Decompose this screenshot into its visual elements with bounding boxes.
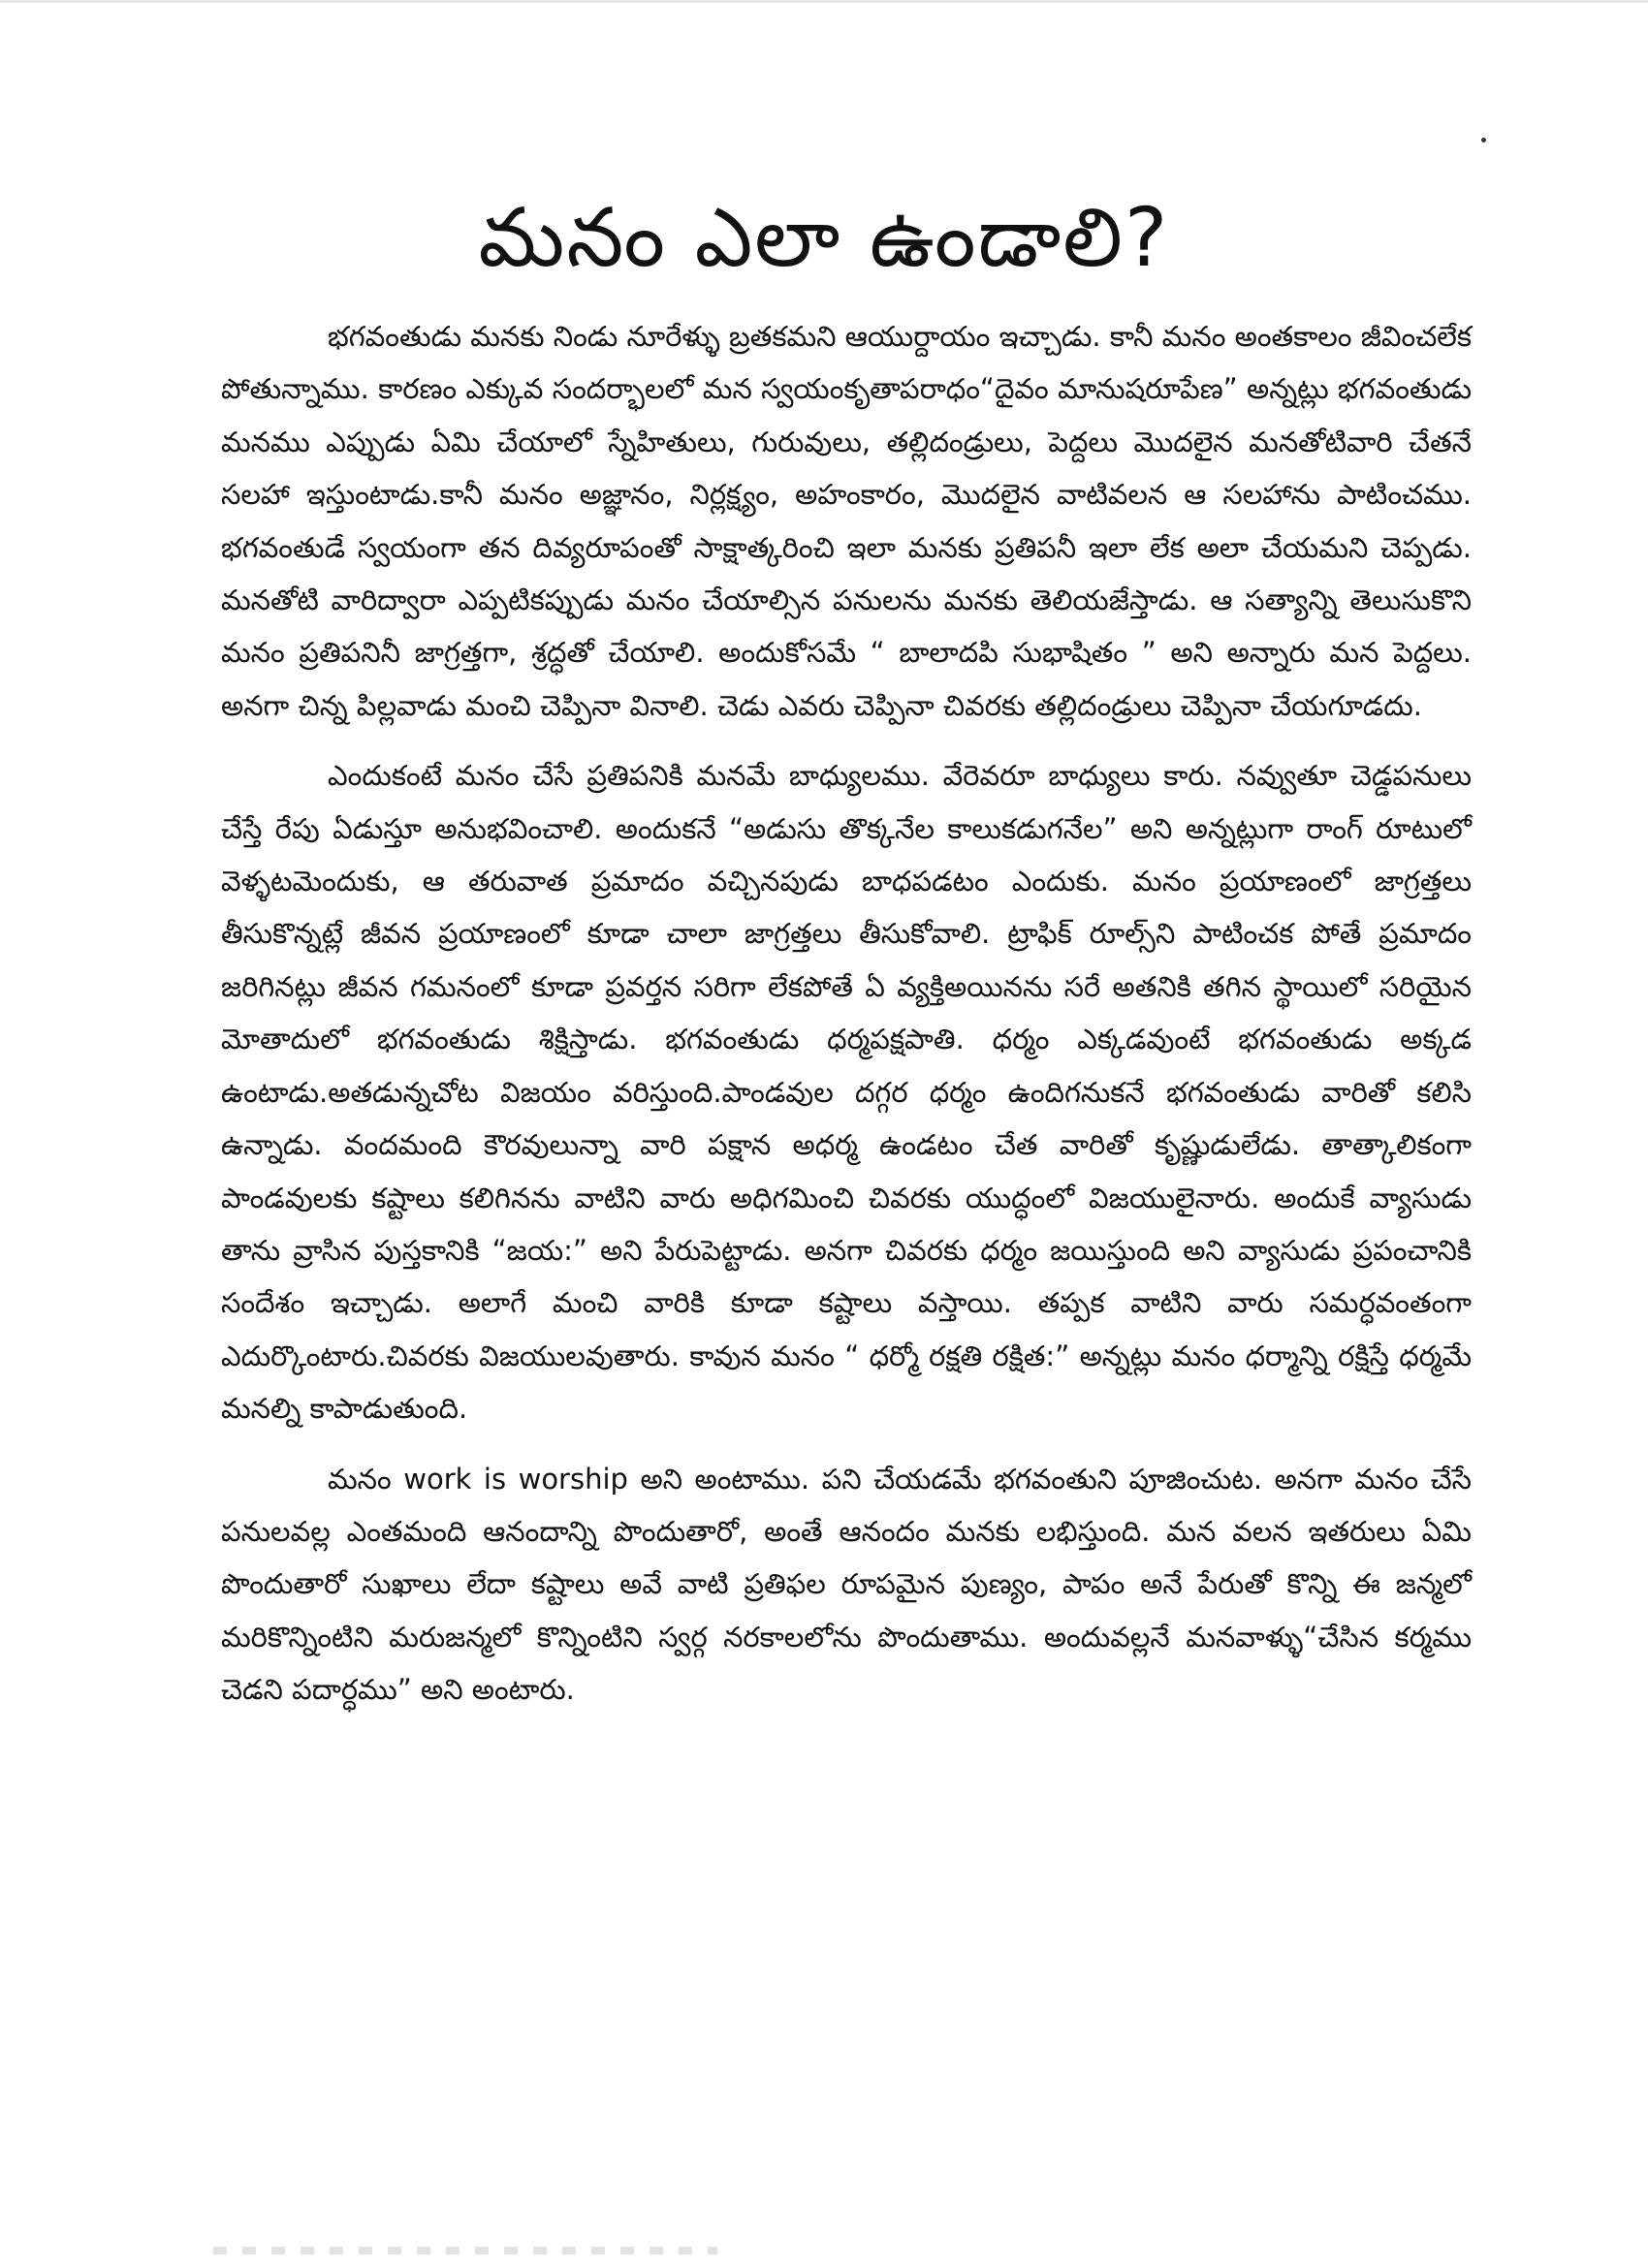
page-title: మనం ఎలా ఉండాలి? <box>478 190 1170 285</box>
article-body <box>221 310 1472 1717</box>
paragraph-2: ఎందుకంటే మనం చేసే ప్రతిపనికి మనమే బాధ్యులము. వేరెవరూ బాధ్యులు కారు. నవ్వుతూ చెడ్డపనులు చేస్తే రేపు ఏడుస్తూ అనుభవించాలి. అందుకనే “అడుసు తొక్కనేల కాలుకడుగనేల” అని అన్నట్లుగా రాంగ్ రూటులో వెళ్ళటమెందుకు, ఆ తరువాత ప్రమాదం వచ్చినపుడు బాధపడటం ఎందుకు. మనం ప్రయాణంలో జాగ్రత్తలు తీసుకొన్నట్లే జీవన ప్రయాణంలో కూడా చాలా జాగ్రత్తలు తీసుకోవాలి. ట్రాఫిక్ రూల్స్‌ని పాటించక పోతే ప్రమాదం జరిగినట్లు జీవన గమనంలో కూడా ప్రవర్తన సరిగా లేకపోతే ఏ వ్యక్తిఅయినను సరే అతనికి తగిన స్థాయిలో సరియైన మోతాదులో భగవంతుడు శిక్షిస్తాడు. భగవంతుడు ధర్మపక్షపాతి. ధర్మం ఎక్కడవుంటే భగవంతుడు అక్కడ ఉంటాడు.అతడున్నచోట విజయం వరిస్తుంది.పాండవుల దగ్గర ధర్మం ఉందిగనుకనే భగవంతుడు వారితో కలిసి ఉన్నాడు. వందమంది కౌరవులున్నా వారి పక్షాన అధర్మ ఉండటం చేత వారితో కృష్ణుడులేడు. తాత్కాలికంగా పాండవులకు కష్టాలు కలిగినను వాటిని వారు అధిగమించి చివరకు యుద్ధంలో విజయులైనారు. అందుకే వ్యాసుడు తాను వ్రాసిన పుస్తకానికి “జయ:” అని పేరుపెట్టాడు. అనగా చివరకు ధర్మం జయిస్తుంది అని వ్యాసుడు ప్రపంచానికి సందేశం ఇచ్చాడు. అలాగే మంచి వారికి కూడా కష్టాలు వస్తాయి. తప్పక వాటిని వారు సమర్ధవంతంగా ఎదుర్కొంటారు.చివరకు విజయులవుతారు. కావున మనం “ ధర్మో రక్షతి రక్షిత:” అన్నట్లు మనం ధర్మాన్ని రక్షిస్తే ధర్మమే మనల్ని కాపాడుతుంది. <box>221 759 1472 1426</box>
paragraph-3: మనం work is worship అని అంటాము. పని చేయడమే భగవంతుని పూజించుట. అనగా మనం చేసే పనులవల్ల ఎంతమంది ఆనందాన్ని పొందుతారో, అంతే ఆనందం మనకు లభిస్తుంది. మన వలన ఇతరులు ఏమి పొందుతారో సుఖాలు లేదా కష్టాలు అవే వాటి ప్రతిఫల రూపమైన పుణ్యం, పాపం అనే పేరుతో కొన్ని ఈ జన్మలో మరికొన్నింటిని మరుజన్మలో కొన్నింటిని స్వర్గ నరకాలలోను పొందుతాము. అందువల్లనే మనవాళ్ళు“చేసిన కర్మము చెడని పదార్ధము” అని అంటారు. <box>221 1462 1472 1707</box>
scan-top-edge <box>0 0 1648 3</box>
scan-bottom-marks <box>213 2247 717 2254</box>
scan-speck <box>1481 138 1486 142</box>
paragraph-1: భగవంతుడు మనకు నిండు నూరేళ్ళు బ్రతకమని ఆయుర్దాయం ఇచ్చాడు. కానీ మనం అంతకాలం జీవించలేక పోతున్నాము. కారణం ఎక్కువ సందర్భాలలో మన స్వయంకృతాపరాధం“దైవం మానుషరూపేణ” అన్నట్లు భగవంతుడు మనము ఎప్పుడు ఏమి చేయాలో స్నేహితులు, గురువులు, తల్లిదండ్రులు, పెద్దలు మొదలైన మనతోటివారి చేతనే సలహా ఇస్తుంటాడు.కానీ మనం అజ్ఞానం, నిర్లక్ష్యం, అహంకారం, మొదలైన వాటివలన ఆ సలహాను పాటించము. భగవంతుడే స్వయంగా తన దివ్యరూపంతో సాక్షాత్కరించి ఇలా మనకు ప్రతిపనీ ఇలా లేక అలా చేయమని చెప్పడు. మనతోటి వారిద్వారా ఎప్పటికప్పుడు మనం చేయాల్సిన పనులను మనకు తెలియజేస్తాడు. ఆ సత్యాన్ని తెలుసుకొని మనం ప్రతిపనినీ జాగ్రత్తగా, శ్రద్ధతో చేయాలి. అందుకోసమే “ బాలాదపి సుభాషితం ” అని అన్నారు మన పెద్దలు. అనగా చిన్న పిల్లవాడు మంచి చెప్పినా వినాలి. చెడు ఎవరు చెప్పినా చివరకు తల్లిదండ్రులు చెప్పినా చేయగూడదు. <box>221 320 1472 722</box>
